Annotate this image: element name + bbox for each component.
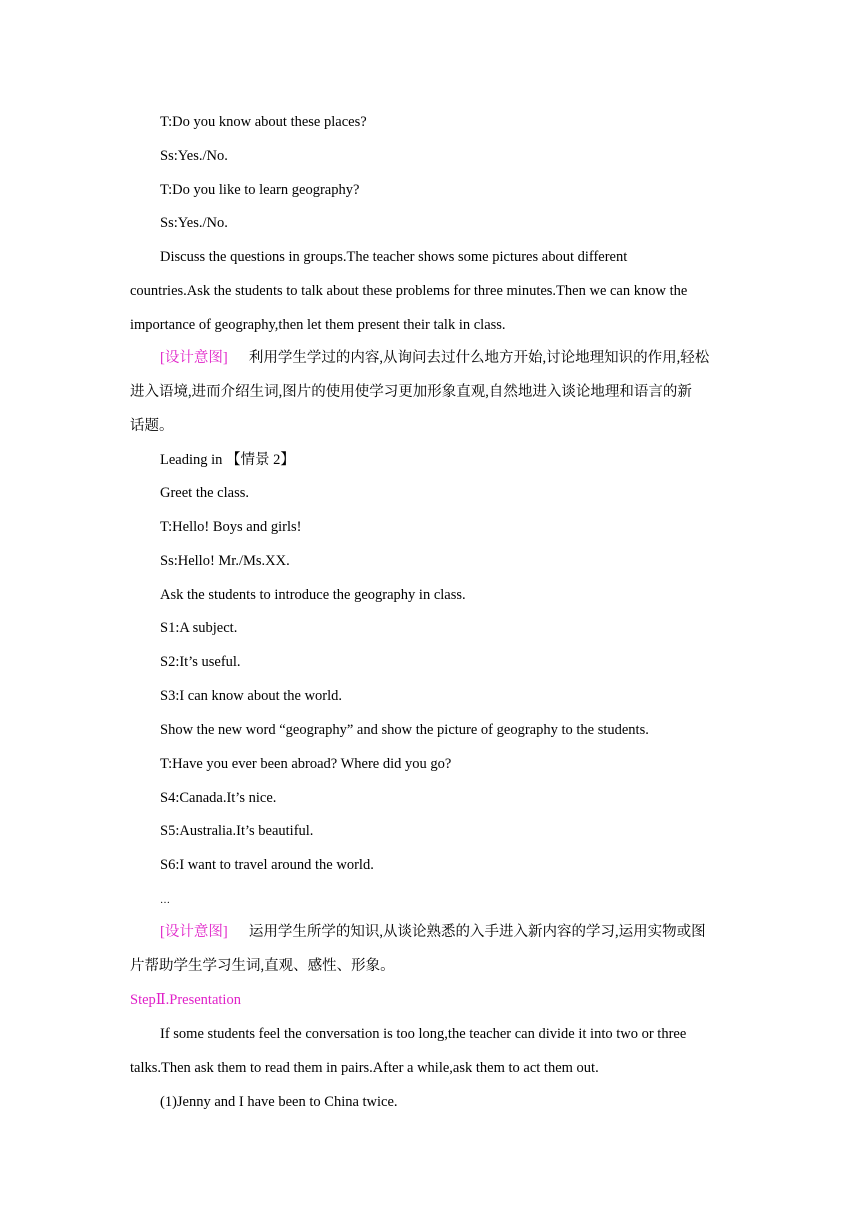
dialogue-line: S5:Australia.It’s beautiful. <box>160 823 314 839</box>
paragraph-line: Discuss the questions in groups.The teacher shows some pictures about different <box>160 249 628 265</box>
dialogue-line: T:Do you like to learn geography? <box>160 182 360 198</box>
paragraph-line: Ask the students to introduce the geography in class. <box>160 587 466 603</box>
dialogue-line: S6:I want to travel around the world. <box>160 857 374 873</box>
dialogue-line: S1:A subject. <box>160 620 238 636</box>
paragraph-line: 进入语境,进而介绍生词,图片的使用使学习更加形象直观,自然地进入谈论地理和语言的新 <box>130 384 692 400</box>
dialogue-line: S3:I can know about the world. <box>160 688 343 704</box>
section-heading: Leading in 【情景 2】 <box>160 452 295 468</box>
design-intent-paragraph <box>160 348 709 368</box>
paragraph-line: Show the new word “geography” and show the picture of geography to the students. <box>160 722 649 738</box>
paragraph-text: 运用学生所学的知识,从谈论熟悉的入手进入新内容的学习,运用实物或图 <box>248 924 706 940</box>
paragraph-line: Greet the class. <box>160 485 249 501</box>
dialogue-line: T:Have you ever been abroad? Where did you go? <box>160 756 452 772</box>
dialogue-line: Ss:Yes./No. <box>160 148 228 164</box>
dialogue-line: Ss:Yes./No. <box>160 215 228 231</box>
dialogue-line: Ss:Hello! Mr./Ms.XX. <box>160 553 290 569</box>
paragraph-line: importance of geography,then let them present their talk in class. <box>130 317 506 333</box>
paragraph-text: 利用学生学过的内容,从询问去过什么地方开始,讨论地理知识的作用,轻松 <box>248 350 710 366</box>
ellipsis: … <box>160 895 170 906</box>
dialogue-line: S4:Canada.It’s nice. <box>160 790 277 806</box>
design-intent-paragraph <box>160 922 706 942</box>
paragraph-line: 片帮助学生学习生词,直观、感性、形象。 <box>130 958 395 974</box>
paragraph-line: (1)Jenny and I have been to China twice. <box>160 1094 398 1110</box>
dialogue-line: T:Hello! Boys and girls! <box>160 519 302 535</box>
paragraph-line: countries.Ask the students to talk about these problems for three minutes.Then we can know the <box>130 283 688 299</box>
dialogue-line: S2:It’s useful. <box>160 654 241 670</box>
paragraph-line: talks.Then ask them to read them in pairs.After a while,ask them to act them out. <box>130 1060 599 1076</box>
design-intent-label: [设计意图] <box>160 350 228 366</box>
paragraph-line: If some students feel the conversation is too long,the teacher can divide it into two or three <box>160 1026 687 1042</box>
design-intent-label: [设计意图] <box>160 924 228 940</box>
dialogue-line: T:Do you know about these places? <box>160 114 367 130</box>
step-heading: StepⅡ.Presentation <box>130 992 241 1008</box>
paragraph-line: 话题。 <box>130 418 174 434</box>
